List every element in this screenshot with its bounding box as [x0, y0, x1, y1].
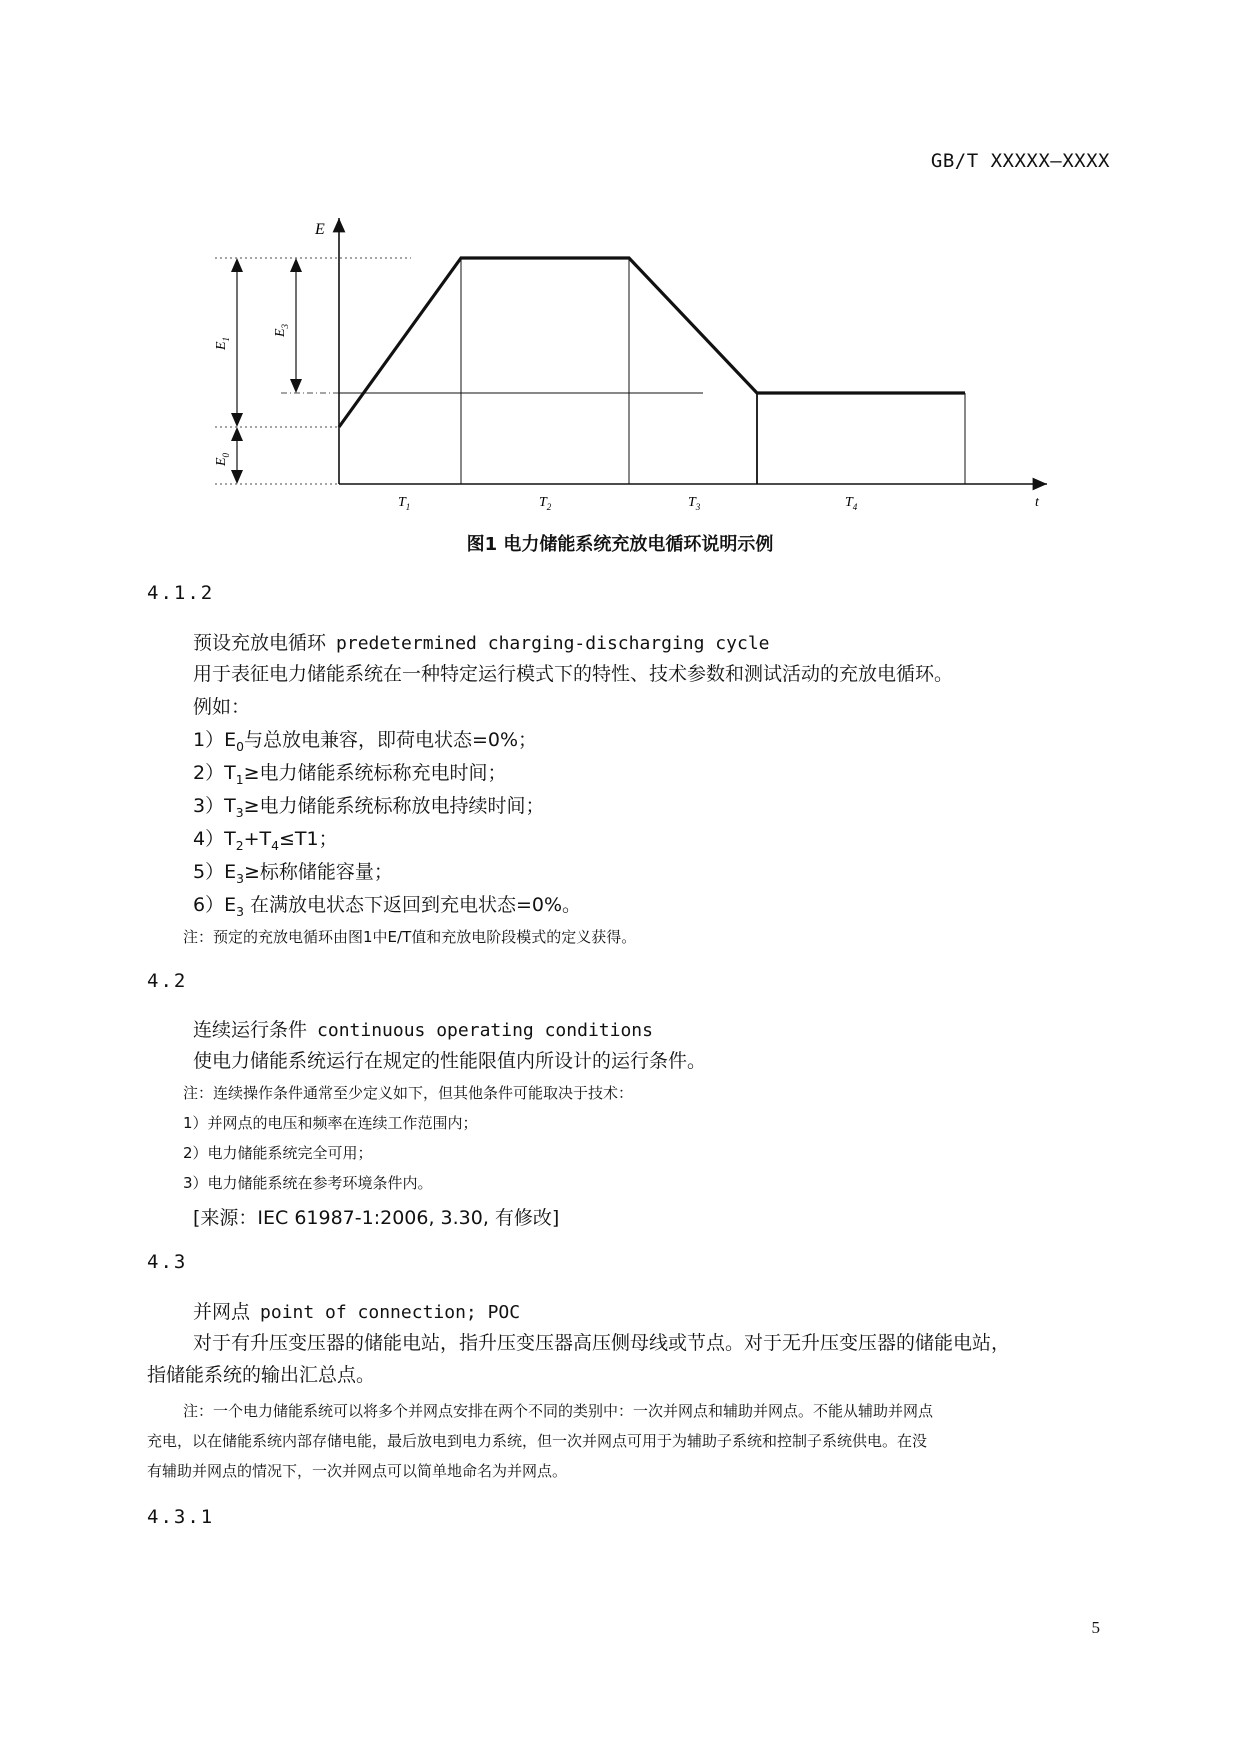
e0-label: $E_0$ [214, 452, 231, 466]
note-4-3-line3: 有辅助并网点的情况下，一次并网点可以简单地命名为并网点。 [147, 1462, 568, 1480]
section-number-4-2: 4.2 [147, 970, 188, 992]
term-heading-4-1-2 [193, 628, 770, 655]
charge-discharge-cycle-figure [195, 210, 1075, 524]
term-english: predetermined charging-discharging cycle [336, 633, 770, 654]
term-english: continuous operating conditions [317, 1020, 653, 1041]
note-4-1-2: 注：预定的充放电循环由图1中E/T值和充放电阶段模式的定义获得。 [183, 928, 637, 946]
x-axis-label: t [1035, 495, 1039, 510]
note-4-3-line1: 注：一个电力储能系统可以将多个并网点安排在两个不同的类别中：一次并网点和辅助并网点。不能从辅助并网点 [183, 1402, 934, 1420]
term-english: point of connection; POC [260, 1302, 521, 1323]
example-item-1: $1)E_0$与总放电兼容，即荷电状态=0%； [193, 729, 538, 754]
definition-4-3-line1: 对于有升压变压器的储能电站，指升压变压器高压侧母线或节点。对于无升压变压器的储能电站， [193, 1332, 1011, 1354]
section-number-4-3: 4.3 [147, 1251, 188, 1273]
figure-caption: 图1 电力储能系统充放电循环说明示例 [466, 534, 774, 555]
note-4-2: 注：连续操作条件通常至少定义如下，但其他条件可能取决于技术： [183, 1084, 634, 1102]
term-heading-4-2 [193, 1015, 653, 1042]
document-code-header: GB/T XXXXX—XXXX [930, 150, 1110, 172]
section-number-4-1-2: 4.1.2 [147, 582, 215, 604]
example-item-3: $3)T_3\ge$电力储能系统标称放电持续时间； [193, 795, 545, 820]
note-4-3-line2: 充电，以在储能系统内部存储电能，最后放电到电力系统，但一次并网点可用于为辅助子系统和控制子系统供电。在没 [147, 1432, 928, 1450]
interval-label-t1: $T_1$ [398, 495, 411, 512]
example-item-2: $2)T_1\ge$电力储能系统标称充电时间； [193, 762, 507, 787]
term-chinese: 并网点 [193, 1301, 251, 1323]
note-item-3: 3）电力储能系统在参考环境条件内。 [183, 1174, 433, 1192]
energy-curve [339, 258, 965, 427]
interval-label-t3: $T_3$ [688, 495, 701, 512]
term-chinese: 连续运行条件 [193, 1019, 308, 1041]
section-number-4-3-1: 4.3.1 [147, 1506, 215, 1528]
term-heading-4-3 [193, 1297, 520, 1324]
example-item-5: $5)E_3\ge$标称储能容量； [193, 861, 393, 886]
e3-label: $E_3$ [273, 323, 290, 337]
example-item-6: $6)E_3$ 在满放电状态下返回到充电状态=0%。 [193, 894, 582, 919]
definition-4-1-2: 用于表征电力储能系统在一种特定运行模式下的特性、技术参数和测试活动的充放电循环。 [193, 663, 954, 685]
note-item-2: 2）电力储能系统完全可用； [183, 1144, 373, 1162]
example-item-4: $4)T_2+T_4\le T1$； [193, 828, 338, 853]
y-axis-label: E [315, 221, 325, 238]
definition-4-2: 使电力储能系统运行在规定的性能限值内所设计的运行条件。 [193, 1050, 707, 1072]
example-intro: 例如： [193, 696, 251, 718]
definition-4-3-line2: 指储能系统的输出汇总点。 [147, 1364, 376, 1386]
term-chinese: 预设充放电循环 [193, 632, 327, 654]
interval-label-t4: $T_4$ [845, 495, 858, 512]
source-citation: [来源：IEC 61987-1:2006, 3.30, 有修改] [193, 1207, 560, 1229]
note-item-1: 1）并网点的电压和频率在连续工作范围内； [183, 1114, 478, 1132]
page-number: 5 [1091, 1618, 1100, 1637]
cycle-diagram-svg [195, 210, 1075, 520]
interval-label-t2: $T_2$ [539, 495, 552, 512]
e1-label: $E_1$ [214, 336, 231, 350]
